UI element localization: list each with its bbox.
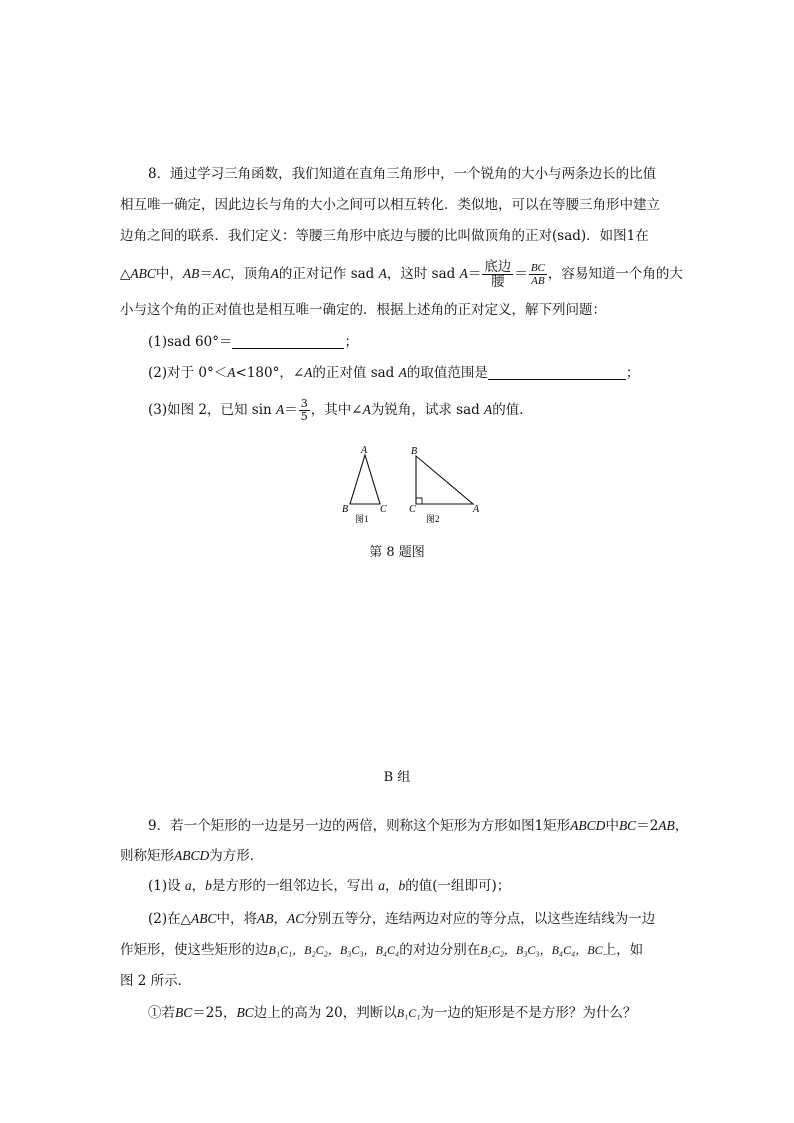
vertex-label-a: A (473, 504, 480, 515)
q8-line-4: △ABC中，AB＝AC，顶角A的正对记作 sad A，这时 sad A＝ $\frac{\text{底边}}{\text{腰}}$ ＝ $\frac{BC}{AB}$ ，容易知道一个角的大 (120, 259, 683, 290)
figure-2-caption: 图2 (426, 514, 440, 524)
q8-line-3: 边角之间的联系．我们定义：等腰三角形中底边与腰的比叫做顶角的正对(sad)．如图1在 (120, 228, 649, 244)
answer-blank-1[interactable] (232, 334, 344, 349)
fraction-bc-over-ab: $\frac{BC}{AB}$ (530, 262, 545, 287)
q8-line-1: 8．通过学习三角函数，我们知道在直角三角形中，一个锐角的大小与两条边长的比值 (148, 166, 657, 182)
q8-part-1: (1)sad 60°＝ ； (148, 334, 358, 350)
q9-part-2-line-1: (2)在△ABC中，将AB，AC分别五等分，连结两边对应的等分点，以这些连结线为一边 (148, 911, 656, 927)
q8-figure-caption: 第 8 题图 (369, 545, 425, 560)
q9-line-2: 则称矩形ABCD为方形． (120, 848, 264, 864)
figure-1-caption: 图1 (355, 514, 369, 524)
isosceles-triangle (350, 455, 380, 504)
q9-part-1: (1)设 a，b是方形的一组邻边长，写出 a，b的值(一组即可)； (148, 878, 511, 894)
fraction-base-over-leg: $\frac{\text{底边}}{\text{腰}}$ (484, 259, 512, 290)
vertex-label-b: B (411, 446, 418, 457)
q9-part-2-line-2: 作矩形，使这些矩形的边B₁C₁，B₂C₂，B₃C₃，B₄C₄的对边分别在B₂C₂，B₃C₃，B₄C₄，BC上，如 (120, 942, 644, 958)
vertex-label-a: A (361, 445, 368, 456)
q9-part-2-line-3: 图 2 所示． (120, 973, 192, 989)
right-triangle (416, 456, 473, 504)
fraction-three-fifths: $\frac{3}{5}$ (300, 397, 308, 423)
vertex-label-c: C (380, 504, 387, 515)
q8-part-3: (3)如图 2，已知 sin A＝ $\frac{3}{5}$ ，其中∠A为锐角，试求 sad A的值． (148, 397, 533, 423)
q9-part-2-subquestion-1: ①若BC＝25，BC边上的高为 20，判断以B₁C₁为一边的矩形是不是方形？为什么？ (148, 1005, 637, 1021)
section-title-group-b: B 组 (383, 770, 411, 785)
q8-part-2: (2)对于 0°＜A<180°，∠A的正对值 sad A的取值范围是 ； (148, 365, 640, 381)
right-angle-marker (416, 498, 422, 504)
triangle-figure-2 (409, 446, 480, 524)
vertex-label-b: B (342, 504, 349, 515)
answer-blank-2[interactable] (488, 365, 626, 380)
q8-line-5: 小与这个角的正对值也是相互唯一确定的．根据上述角的正对定义，解下列问题： (120, 302, 606, 318)
triangle-figure-1 (342, 445, 387, 524)
q8-line-2: 相互唯一确定，因此边长与角的大小之间可以相互转化．类似地，可以在等腰三角形中建立 (120, 197, 660, 213)
vertex-label-c: C (409, 504, 416, 515)
q8-figures (330, 440, 490, 530)
q9-line-1: 9．若一个矩形的一边是另一边的两倍，则称这个矩形为方形如图1矩形ABCD中BC＝2AB， (148, 818, 689, 834)
